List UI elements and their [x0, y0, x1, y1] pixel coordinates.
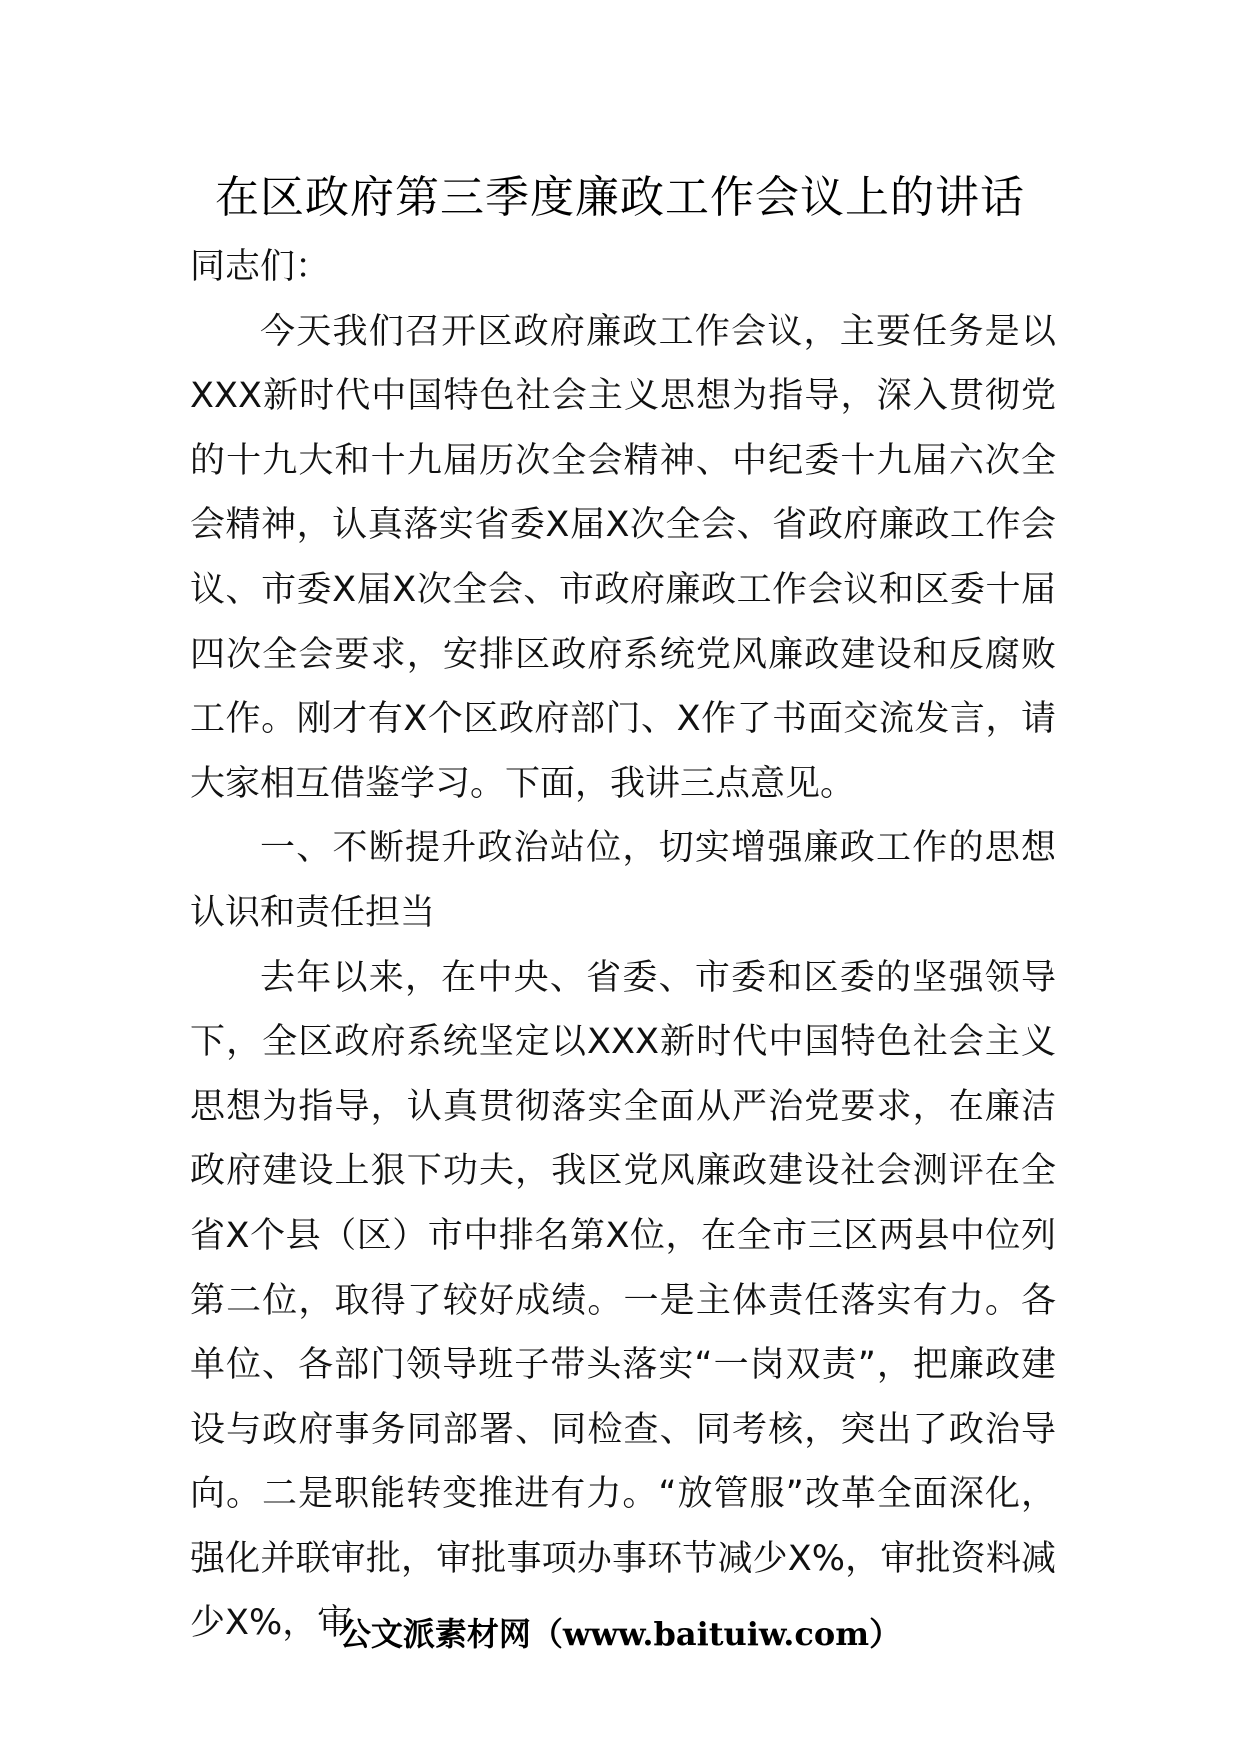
salutation: 同志们：	[190, 247, 331, 287]
document-title: 在区政府第三季度廉政工作会议上的讲话	[215, 172, 1025, 223]
section-heading-1: 一、不断提升政治站位，切实增强廉政工作的思想认识和责任担当	[190, 828, 1056, 933]
document-body	[190, 235, 1056, 1656]
paragraph-achievements: 去年以来，在中央、省委、市委和区委的坚强领导下，全区政府系统坚定以XXX新时代中国特色社会主义思想为指导，认真贯彻落实全面从严治党要求，在廉洁政府建设上狠下功夫，我区党风廉政建设社会测评在全省X个县（区）市中排名第X位，在全市三区两县中位列第二位，取得了较好成绩。一是主体责任落实有力。各单位、各部门领导班子带头落实“一岗双责”，把廉政建设与政府事务同部署、同检查、同考核，突出了政治导向。二是职能转变推进有力。“放管服”改革全面深化，强化并联审批，审批事项办事环节减少X%，审批资料减少X%，审	[190, 957, 1056, 1644]
paragraph-intro: 今天我们召开区政府廉政工作会议，主要任务是以XXX新时代中国特色社会主义思想为指导，深入贯彻党的十九大和十九届历次全会精神、中纪委十九届六次全会精神，认真落实省委X届X次全会、省政府廉政工作会议、市委X届X次全会、市政府廉政工作会议和区委十届四次全会要求，安排区政府系统党风廉政建设和反腐败工作。刚才有X个区政府部门、X作了书面交流发言，请大家相互借鉴学习。下面，我讲三点意见。	[190, 311, 1056, 804]
footer-watermark: 公文派素材网（www.baituiw.com）	[338, 1615, 902, 1653]
